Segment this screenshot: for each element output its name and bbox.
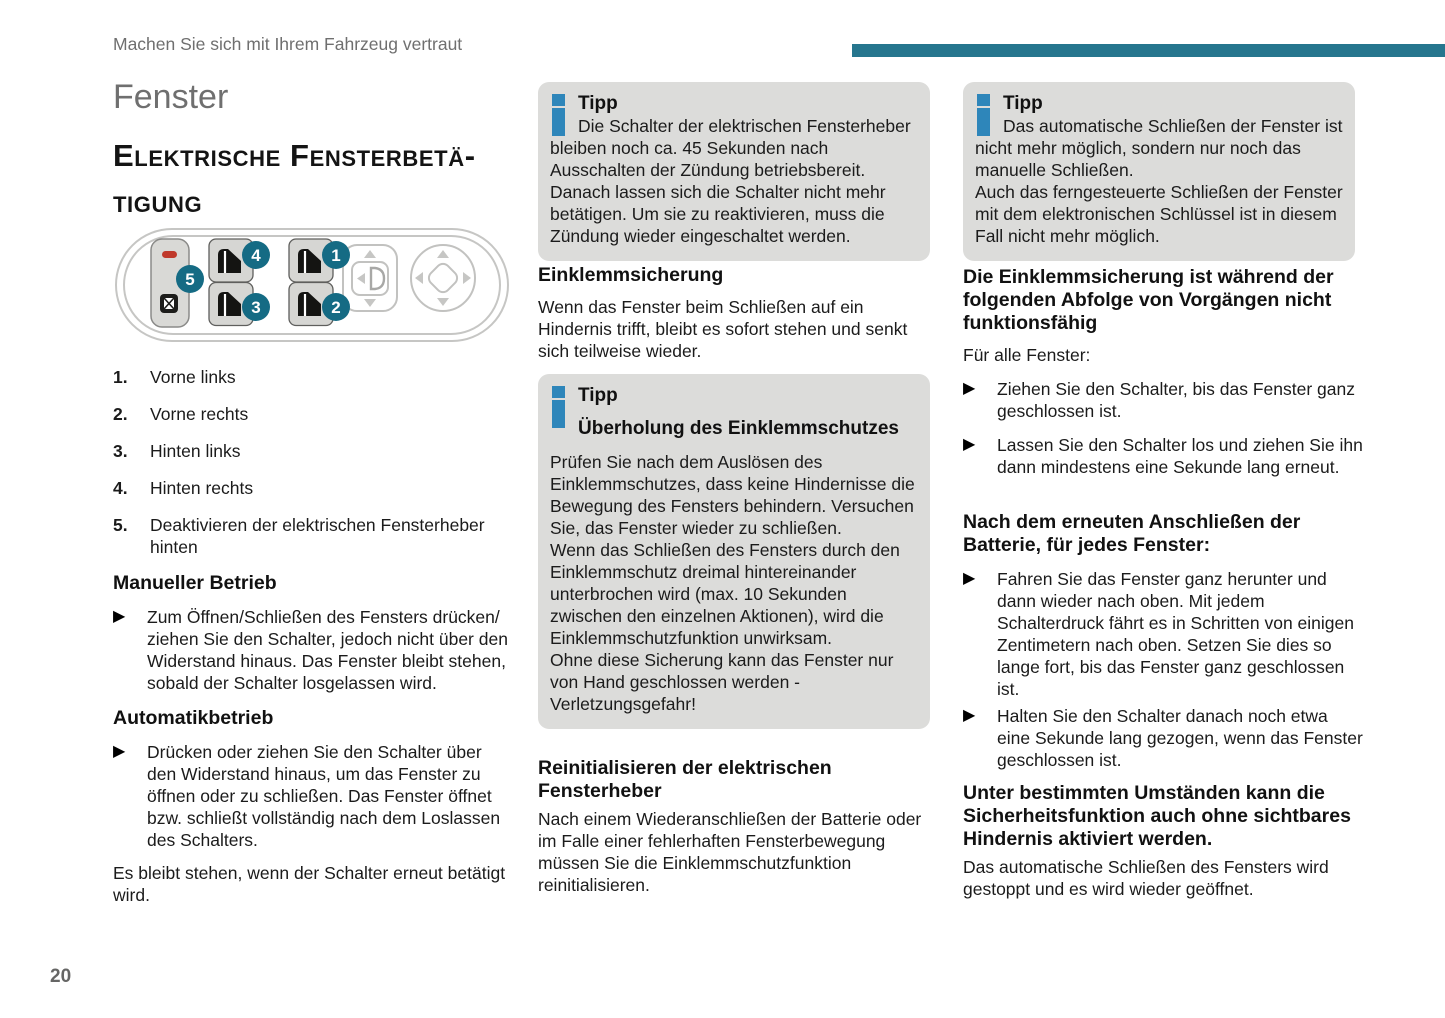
- sequence-intro: Für alle Fenster:: [963, 345, 1091, 365]
- callout-5-number: 5: [185, 270, 195, 289]
- bullet-item: [963, 705, 1363, 771]
- bullet-item: [963, 378, 1363, 422]
- callout-3-number: 3: [251, 298, 261, 317]
- bullet-text: Drücken oder ziehen Sie den Schalter über den Widerstand hinaus, um das Fenster zu öffnen oder zu schließen. Das Fenster öffnet bzw. schließt vollständig nach dem Loslassen des Schalters.: [147, 742, 501, 850]
- tip-label: Tipp: [1003, 93, 1043, 114]
- mirror-adjust-switch: [343, 245, 397, 311]
- section-heading-line2: tigung: [113, 184, 203, 219]
- automatic-note: Es bleibt stehen, wenn der Schalter erneut betätigt wird.: [113, 863, 506, 905]
- info-icon: [552, 386, 567, 428]
- tip-paragraph: Auch das ferngesteuerte Schließen der Fenster mit dem elektronischen Schlüssel ist in diesem Fall nicht mehr möglich.: [975, 182, 1343, 246]
- running-header: Machen Sie sich mit Ihrem Fahrzeug vertraut: [113, 34, 463, 54]
- bullet-item: [113, 741, 515, 851]
- callout-4-number: 4: [251, 246, 261, 265]
- list-item: [113, 477, 515, 499]
- heading-battery-reconnect: Nach dem erneuten Anschließen der Batterie, für jedes Fenster:: [963, 511, 1301, 556]
- arrow-bullet-icon: [963, 434, 997, 478]
- list-item: [113, 366, 515, 388]
- callout-5: [176, 265, 204, 293]
- list-text: Vorne links: [150, 367, 236, 387]
- heading-manual-operation: Manueller Betrieb: [113, 572, 277, 594]
- list-number: 5.: [113, 515, 128, 535]
- callout-2-number: 2: [331, 298, 341, 317]
- tip-paragraph: Wenn das Schließen des Fensters durch den Einklemmschutz dreimal hintereinander unterbrochen wird (max. 10 Sekunden zwischen den einzelnen Aktionen), wird die Einklemmschutzfunktion unwirksam.: [550, 540, 900, 648]
- mirror-direction-pad: [411, 245, 475, 311]
- list-item: [113, 440, 515, 462]
- heading-pinch-protection: Einklemmsicherung: [538, 264, 724, 286]
- list-text: Hinten rechts: [150, 478, 254, 498]
- tip-box-auto-closing: [963, 82, 1355, 261]
- tip-subtitle: Überholung des Einklemmschutzes: [578, 418, 899, 439]
- bullet-text: Fahren Sie das Fenster ganz herunter und dann wieder nach oben. Mit jedem Schalterdruck fährt es in Schritten von einigen Zentimetern nach oben. Setzen Sie dies so lange fort, bis das Fenster ganz geschlossen ist.: [997, 569, 1354, 699]
- tip-label: Tipp: [578, 385, 618, 406]
- callout-4: [242, 241, 270, 269]
- callout-3: [242, 293, 270, 321]
- left-column: [113, 0, 515, 1018]
- reinitialize-text: Nach einem Wiederanschließen der Batterie oder im Falle einer fehlerhaften Fensterbewegung müssen Sie die Einklemmschutzfunktion reinitialisieren.: [538, 809, 922, 895]
- list-number: 1.: [113, 367, 128, 387]
- heading-automatic-operation: Automatikbetrieb: [113, 707, 274, 729]
- list-number: 4.: [113, 478, 128, 498]
- page-title: Fenster: [113, 78, 229, 116]
- led-indicator: [162, 251, 177, 258]
- bullet-text: Ziehen Sie den Schalter, bis das Fenster ganz geschlossen ist.: [997, 379, 1355, 421]
- parts-list: [113, 366, 515, 573]
- callout-1-number: 1: [331, 246, 341, 265]
- bullet-text: Halten Sie den Schalter danach noch etwa eine Sekunde lang gezogen, wenn das Fenster geschlossen ist.: [997, 706, 1363, 770]
- section-heading: [113, 133, 515, 225]
- list-number: 2.: [113, 404, 128, 424]
- tip-paragraph: Das automatische Schließen der Fenster ist nicht mehr möglich, sondern nur noch das manuelle Schließen.: [975, 116, 1343, 180]
- bullet-text: Zum Öffnen/Schließen des Fensters drücken/​ziehen Sie den Schalter, jedoch nicht über den Widerstand hinaus. Das Fenster bleibt stehen, sobald der Schalter losgelassen wird.: [147, 607, 508, 693]
- bullet-item: [963, 568, 1363, 700]
- tip-text: Die Schalter der elektrischen Fensterheber bleiben noch ca. 45 Sekunden nach Ausschalten der Zündung betriebsbereit. Danach lassen sich die Schalter nicht mehr betätigen. Um sie zu reaktivieren, muss die Zündung wieder eingeschaltet werden.: [550, 116, 911, 246]
- pinch-protection-text: Wenn das Fenster beim Schließen auf ein Hindernis trifft, bleibt es sofort stehen und senkt sich teilweise wieder.: [538, 297, 908, 361]
- section-heading-line1: Elektrische Fensterbetä-: [113, 138, 476, 173]
- heading-safety-activation: Unter bestimmten Umständen kann die Sicherheitsfunktion auch ohne sichtbares Hindernis aktiviert werden.: [963, 782, 1351, 850]
- page-number: 20: [50, 966, 72, 987]
- list-item: [113, 514, 515, 558]
- arrow-bullet-icon: [113, 606, 147, 694]
- info-icon: [552, 94, 567, 136]
- arrow-bullet-icon: [963, 378, 997, 422]
- list-text: Hinten links: [150, 441, 241, 461]
- heading-reinitialize: Reinitialisieren der elektrischen Fensterheber: [538, 757, 832, 802]
- tip-paragraph: Ohne diese Sicherung kann das Fenster nur von Hand geschlossen werden - Verletzungsgefahr!: [550, 650, 894, 714]
- tip-box-pinch-override: [538, 374, 930, 729]
- callout-1: [322, 241, 350, 269]
- tip-box-switches: [538, 82, 930, 261]
- callout-2: [322, 293, 350, 321]
- window-controls-diagram: [113, 222, 513, 347]
- list-number: 3.: [113, 441, 128, 461]
- list-text: Vorne rechts: [150, 404, 249, 424]
- tip-paragraph: Prüfen Sie nach dem Auslösen des Einklemmschutzes, dass keine Hindernisse die Bewegung des Fensters behindern. Versuchen Sie, das Fenster wieder zu schließen.: [550, 452, 915, 538]
- middle-column: [538, 0, 930, 1018]
- list-item: [113, 403, 515, 425]
- window-lock-icon: [160, 294, 178, 313]
- right-column: [963, 0, 1363, 1018]
- safety-text: Das automatische Schließen des Fensters wird gestoppt und es wird wieder geöffnet.: [963, 857, 1329, 899]
- tip-label: Tipp: [578, 93, 618, 114]
- list-text: Deaktivieren der elektrischen Fensterheber hinten: [150, 515, 485, 557]
- arrow-bullet-icon: [963, 568, 997, 700]
- arrow-bullet-icon: [963, 705, 997, 771]
- heading-sequence: Die Einklemmsicherung ist während der folgenden Abfolge von Vorgängen nicht funktionsfähig: [963, 266, 1334, 334]
- bullet-item: [113, 606, 515, 694]
- bullet-item: [963, 434, 1363, 478]
- arrow-bullet-icon: [113, 741, 147, 851]
- info-icon: [977, 94, 992, 136]
- bullet-text: Lassen Sie den Schalter los und ziehen Sie ihn dann mindestens eine Sekunde lang erneut.: [997, 435, 1363, 477]
